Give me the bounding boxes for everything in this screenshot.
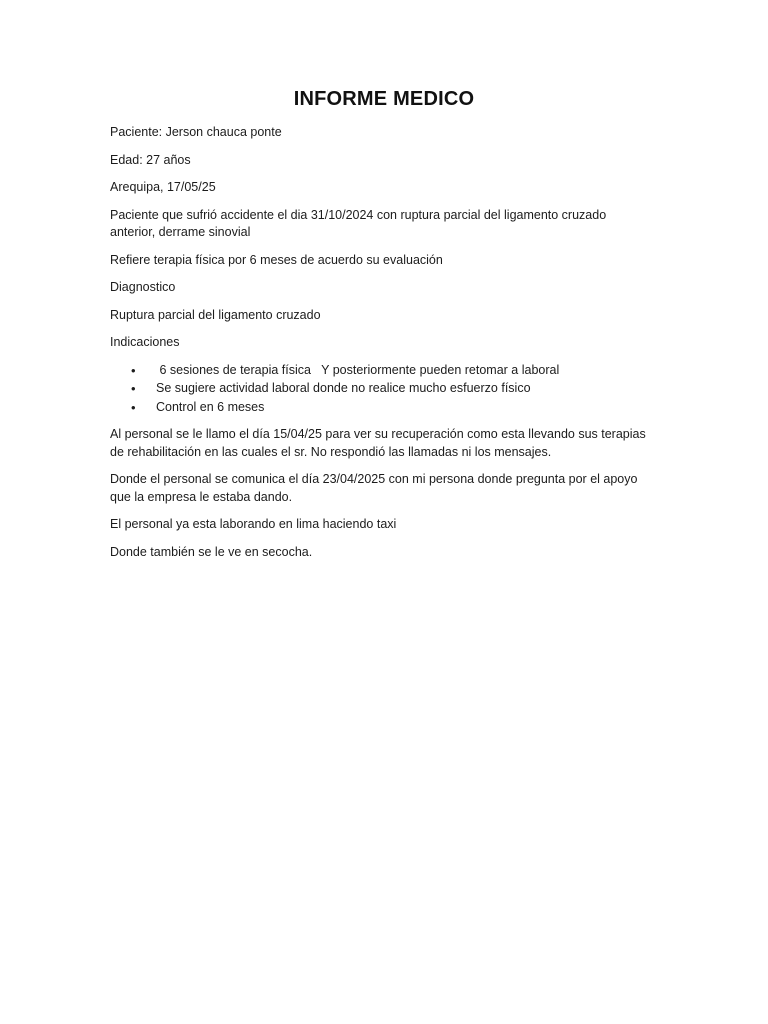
list-item — [110, 362, 650, 380]
indication-text: 6 sesiones de terapia física Y posteriormente pueden retomar a laboral — [156, 362, 560, 377]
accident-description: Paciente que sufrió accidente el dia 31/10/2024 con ruptura parcial del ligamento cruzado anterior, derrame sinovial — [110, 207, 607, 239]
diagnosis-text: Ruptura parcial del ligamento cruzado — [110, 307, 321, 322]
patient-name: Paciente: Jerson chauca ponte — [110, 125, 282, 139]
bullet-icon: • — [131, 381, 136, 396]
bullet-icon: • — [131, 399, 136, 415]
indications-list — [110, 362, 650, 417]
indication-text: Control en 6 meses — [156, 399, 265, 414]
document-title: INFORME MEDICO — [293, 88, 475, 110]
document-body — [110, 124, 650, 571]
place-date: Arequipa, 17/05/25 — [110, 180, 216, 194]
diagnosis-heading: Diagnostico — [110, 280, 176, 294]
indication-text: Se sugiere actividad laboral donde no realice mucho esfuerzo físico — [156, 381, 531, 395]
list-item — [110, 380, 650, 398]
patient-age: Edad: 27 años — [110, 152, 191, 167]
bullet-icon: • — [131, 362, 136, 378]
current-work-status: El personal ya esta laborando en lima haciendo taxi — [110, 517, 397, 531]
additional-observation: Donde también se le ve en secocha. — [110, 544, 313, 559]
indications-heading: Indicaciones — [110, 335, 180, 349]
list-item — [110, 399, 650, 417]
follow-up-contact: Donde el personal se comunica el día 23/04/2025 con mi persona donde pregunta por el apoyo que la empresa le estaba dando. — [110, 472, 638, 504]
follow-up-call: Al personal se le llamo el día 15/04/25 para ver su recuperación como esta llevando sus terapias de rehabilitación en las cuales el sr. No respondió las llamadas ni los mensajes. — [110, 427, 646, 459]
therapy-reference: Refiere terapia física por 6 meses de acuerdo su evaluación — [110, 252, 443, 267]
